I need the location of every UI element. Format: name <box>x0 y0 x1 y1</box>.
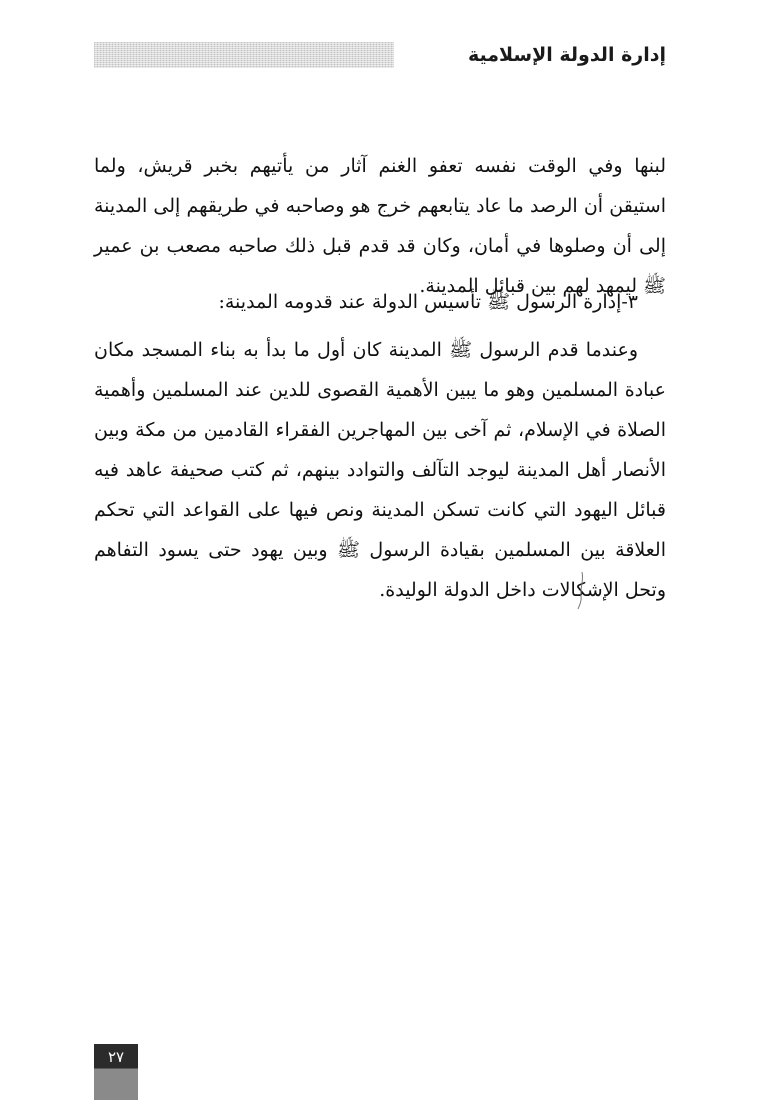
header-decorative-band <box>94 42 394 68</box>
page-number: ٢٧ <box>107 1048 125 1066</box>
running-header-title: إدارة الدولة الإسلامية <box>467 44 666 66</box>
pen-stroke-mark <box>560 570 600 610</box>
section-subheading: ٣-إدارة الرسول ﷺ تأسيس الدولة عند قدومه المدينة: <box>218 291 638 313</box>
paragraph-1: لبنها وفي الوقت نفسه تعفو الغنم آثار من يأتيهم بخبر قريش، ولما استيقن أن الرصد ما عاد يتابعهم خرج هو وصاحبه في طريقهم إلى المدينة إلى أن وصلوها في أمان، وكان قد قدم قبل ذلك صاحبه مصعب بن عمير ﷺ ليمهد لهم بين قبائل المدينة. <box>94 155 666 297</box>
page-number-tab <box>94 1044 138 1100</box>
paragraph-2: وعندما قدم الرسول ﷺ المدينة كان أول ما بدأ به بناء المسجد مكان عبادة المسلمين وهو ما يبين الأهمية القصوى للدين عند المسلمين وأهمية الصلاة في الإسلام، ثم آخى بين المهاجرين الفقراء القادمين من مكة وبين الأنصار أهل المدينة ليوجد التآلف والتوادد بينهم، ثم كتب صحيفة عاهد فيه قبائل اليهود التي كانت تسكن المدينة ونص فيها على القواعد التي تحكم العلاقة بين المسلمين بقيادة الرسول ﷺ وبين يهود حتى يسود التفاهم وتحل الإشكالات داخل الدولة الوليدة. <box>94 339 666 601</box>
